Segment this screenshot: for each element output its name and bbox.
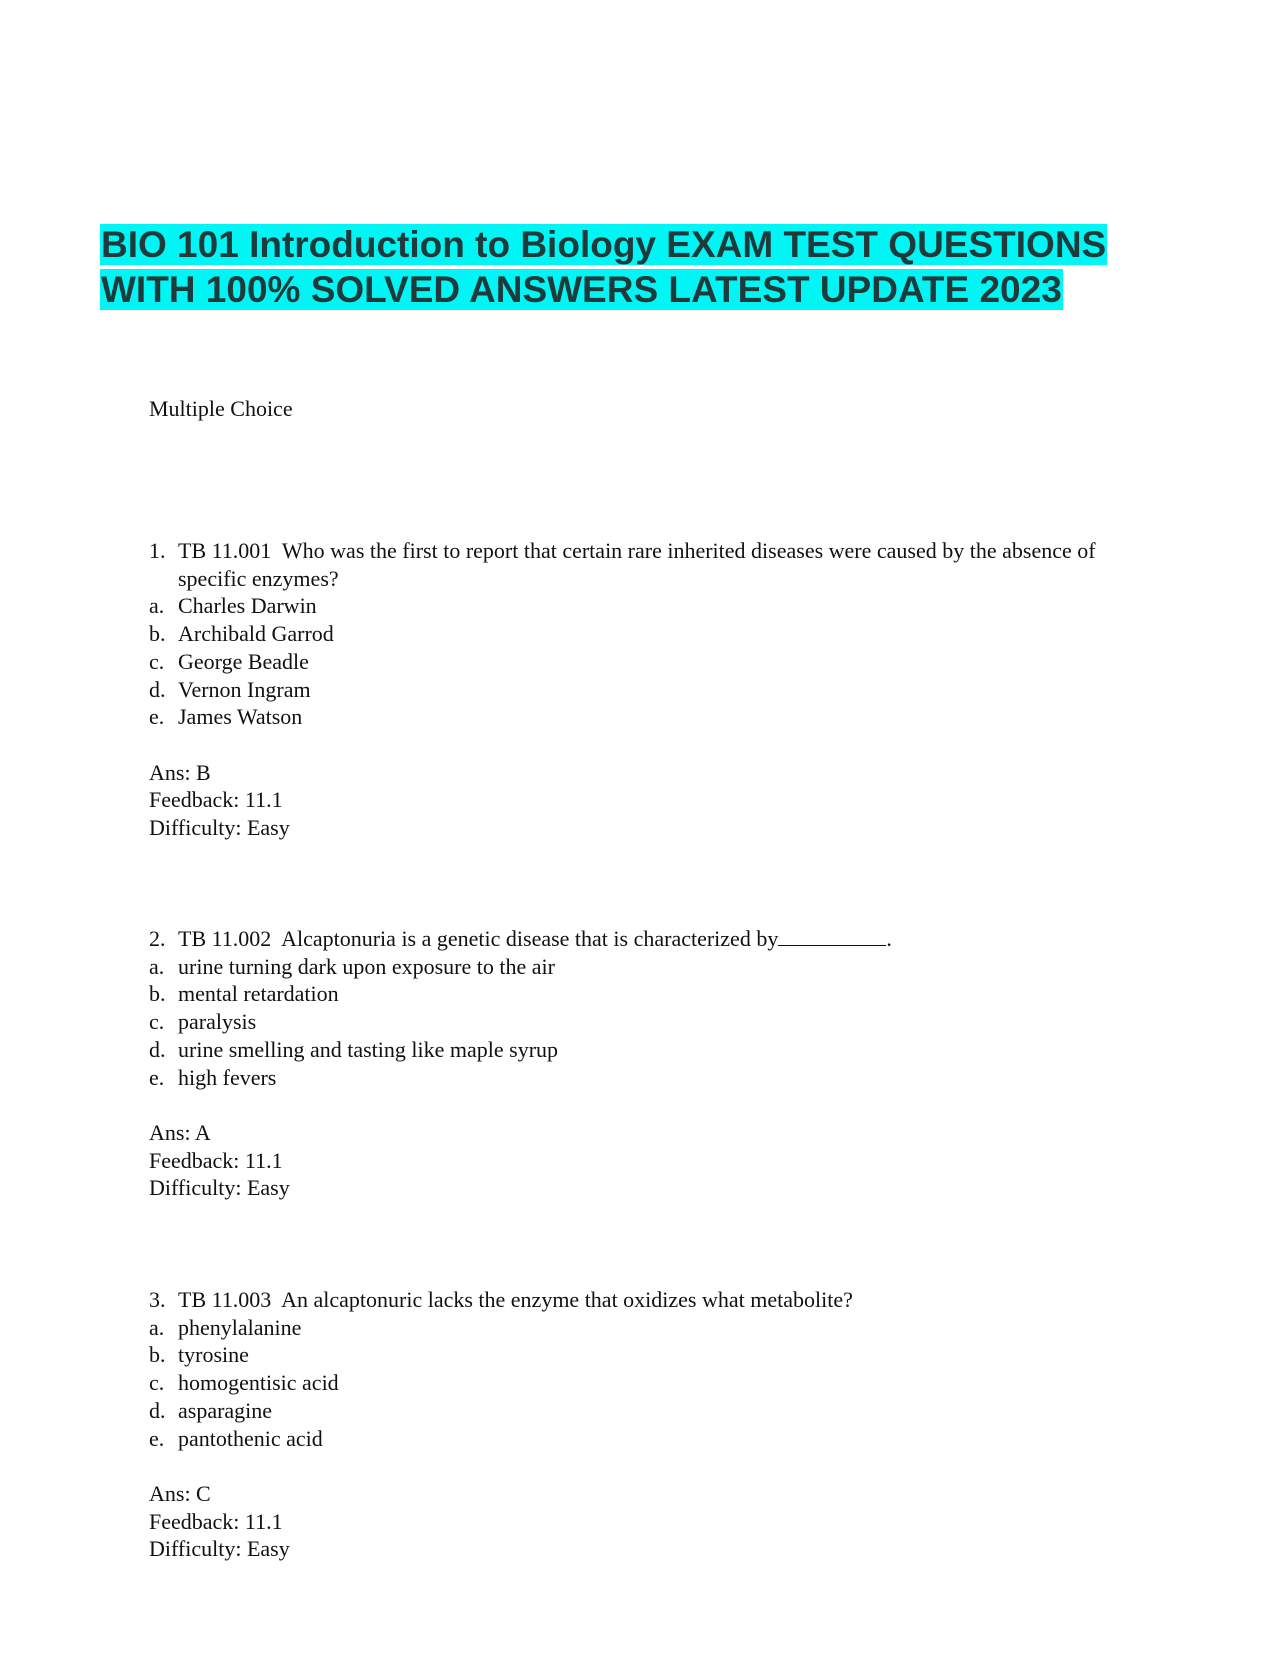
question-3 [149,1286,1149,1563]
question-number: 2. [149,926,166,951]
question-number: 3. [149,1287,166,1312]
option-a: a. urine turning dark upon exposure to the air [149,953,555,979]
question-1 [149,537,1149,842]
title-line-1: BIO 101 Introduction to Biology EXAM TEST QUESTIONS [101,224,1107,265]
document-title [100,222,1240,312]
question-text-wrap [178,537,1149,592]
answer-block [149,1119,1149,1202]
answer: Ans: C [149,1480,211,1506]
option-a: a. Charles Darwin [149,593,317,619]
section-heading: Multiple Choice [149,396,293,421]
question-text: Alcaptonuria is a genetic disease that is characterized by [281,926,779,951]
option-a: a. phenylalanine [149,1314,302,1340]
question-stem [149,537,1149,592]
answer-block [149,1480,1149,1563]
question-number: 1. [149,538,166,563]
option-e: e. James Watson [149,704,303,730]
option-b: b. tyrosine [149,1342,249,1368]
option-b: b. mental retardation [149,981,339,1007]
option-d: d. Vernon Ingram [149,676,311,702]
title-line-2: WITH 100% SOLVED ANSWERS LATEST UPDATE 2023 [101,269,1062,310]
question-code: TB 11.001 [178,538,272,563]
answer: Ans: B [149,759,211,785]
option-d: d. asparagine [149,1397,273,1423]
question-stem [149,1286,1149,1314]
question-code: TB 11.003 [178,1287,272,1312]
option-c: c. homogentisic acid [149,1370,339,1396]
difficulty: Difficulty: Easy [149,814,290,840]
answer: Ans: A [149,1119,211,1145]
question-stem [149,925,1149,953]
feedback: Feedback: 11.1 [149,1147,283,1173]
question-text: An alcaptonuric lacks the enzyme that oxidizes what metabolite? [281,1287,853,1312]
feedback: Feedback: 11.1 [149,787,283,813]
question-2 [149,925,1149,1202]
answer-blank [778,927,886,946]
answer-block [149,759,1149,842]
difficulty: Difficulty: Easy [149,1536,290,1562]
option-e: e. high fevers [149,1064,277,1090]
option-b: b. Archibald Garrod [149,621,334,647]
feedback: Feedback: 11.1 [149,1508,283,1534]
question-text-wrap [178,925,1149,953]
option-d: d. urine smelling and tasting like maple syrup [149,1036,559,1062]
option-e: e. pantothenic acid [149,1425,323,1451]
option-c: c. paralysis [149,1009,257,1035]
question-text-end: . [886,926,892,951]
option-c: c. George Beadle [149,648,309,674]
difficulty: Difficulty: Easy [149,1175,290,1201]
question-code: TB 11.002 [178,926,272,951]
question-text-wrap [178,1286,1149,1314]
question-text: Who was the first to report that certain rare inherited diseases were caused by the absence of specific enzymes? [178,538,1096,591]
